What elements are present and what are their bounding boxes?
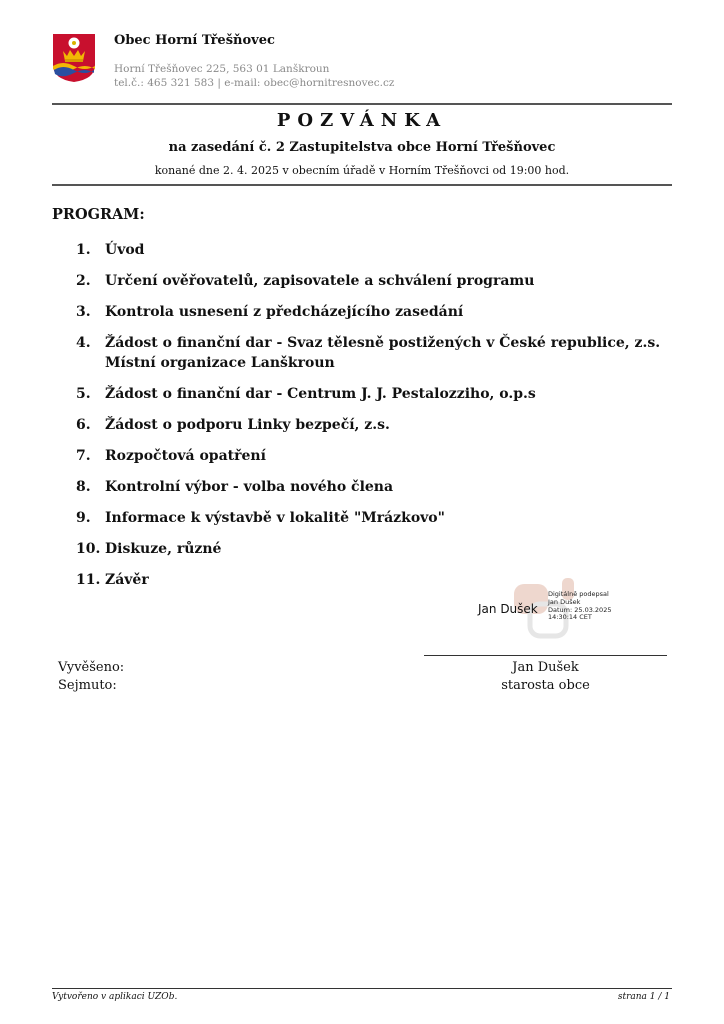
digital-signature-time: 14:30:14 CET <box>548 613 592 622</box>
agenda-number: 4. <box>76 335 91 351</box>
agenda-list <box>76 240 676 601</box>
agenda-number: 9. <box>76 510 91 526</box>
agenda-text: Informace k výstavbě v lokalitě "Mrázkovo" <box>105 510 445 526</box>
signer-role: starosta obce <box>501 678 590 693</box>
agenda-item <box>76 333 676 373</box>
removed-label: Sejmuto: <box>58 678 117 693</box>
agenda-text: Žádost o podporu Linky bezpečí, z.s. <box>105 417 390 433</box>
agenda-text: Kontrola usnesení z předcházejícího zasedání <box>105 304 464 320</box>
agenda-number: 7. <box>76 448 91 464</box>
agenda-text: Kontrolní výbor - volba nového člena <box>105 479 394 495</box>
agenda-number: 2. <box>76 273 91 289</box>
agenda-item <box>76 570 676 590</box>
agenda-number: 6. <box>76 417 91 433</box>
signature-line <box>424 655 667 656</box>
agenda-text: Rozpočtová opatření <box>105 448 266 464</box>
org-name: Obec Horní Třešňovec <box>114 33 275 48</box>
agenda-item <box>76 240 676 260</box>
coat-of-arms-icon <box>52 33 96 83</box>
agenda-text: Určení ověřovatelů, zapisovatele a schválení programu <box>105 273 535 289</box>
agenda-text: Žádost o finanční dar - Centrum J. J. Pestalozziho, o.p.s <box>105 386 536 402</box>
agenda-text: Úvod <box>105 242 145 258</box>
program-heading: PROGRAM: <box>52 206 145 223</box>
agenda-item <box>76 384 676 404</box>
digital-signature-label: Digitálně podepsal <box>548 590 609 598</box>
agenda-number: 8. <box>76 479 91 495</box>
agenda-text: Diskuze, různé <box>105 541 222 557</box>
footer-created-in: Vytvořeno v aplikaci UZOb. <box>52 992 178 1002</box>
header-divider <box>52 103 672 105</box>
agenda-item <box>76 271 676 291</box>
posted-label: Vyvěšeno: <box>58 660 125 675</box>
document-subtitle: na zasedání č. 2 Zastupitelstva obce Horní Třešňovec <box>168 140 556 155</box>
title-divider <box>52 184 672 186</box>
agenda-item <box>76 508 676 528</box>
agenda-item <box>76 446 676 466</box>
meeting-info: konané dne 2. 4. 2025 v obecním úřadě v Horním Třešňovci od 19:00 hod. <box>154 164 570 177</box>
org-contact-block <box>114 62 394 90</box>
agenda-text: Závěr <box>105 572 149 588</box>
org-contact: tel.č.: 465 321 583 | e-mail: obec@hornitresnovec.cz <box>114 77 395 89</box>
footer-page-number: strana 1 / 1 <box>617 992 670 1002</box>
agenda-number: 11. <box>76 572 101 588</box>
agenda-number: 5. <box>76 386 91 402</box>
agenda-number: 1. <box>76 242 91 258</box>
agenda-text: Žádost o finanční dar - Svaz tělesně postižených v České republice, z.s. Místní organizace Lanškroun <box>105 335 661 371</box>
agenda-number: 3. <box>76 304 91 320</box>
agenda-item <box>76 539 676 559</box>
org-address: Horní Třešňovec 225, 563 01 Lanškroun <box>114 63 330 75</box>
agenda-item <box>76 415 676 435</box>
digital-signature-info <box>548 591 611 622</box>
digital-signature-name: Jan Dušek <box>478 602 538 616</box>
digital-signature-date: Datum: 25.03.2025 <box>548 605 612 614</box>
agenda-number: 10. <box>76 541 101 557</box>
document-title: POZVÁNKA <box>276 110 448 131</box>
agenda-item <box>76 477 676 497</box>
agenda-item <box>76 302 676 322</box>
footer-divider <box>52 988 672 989</box>
signer-name: Jan Dušek <box>512 660 579 675</box>
digital-signature-signer: Jan Dušek <box>548 597 581 606</box>
